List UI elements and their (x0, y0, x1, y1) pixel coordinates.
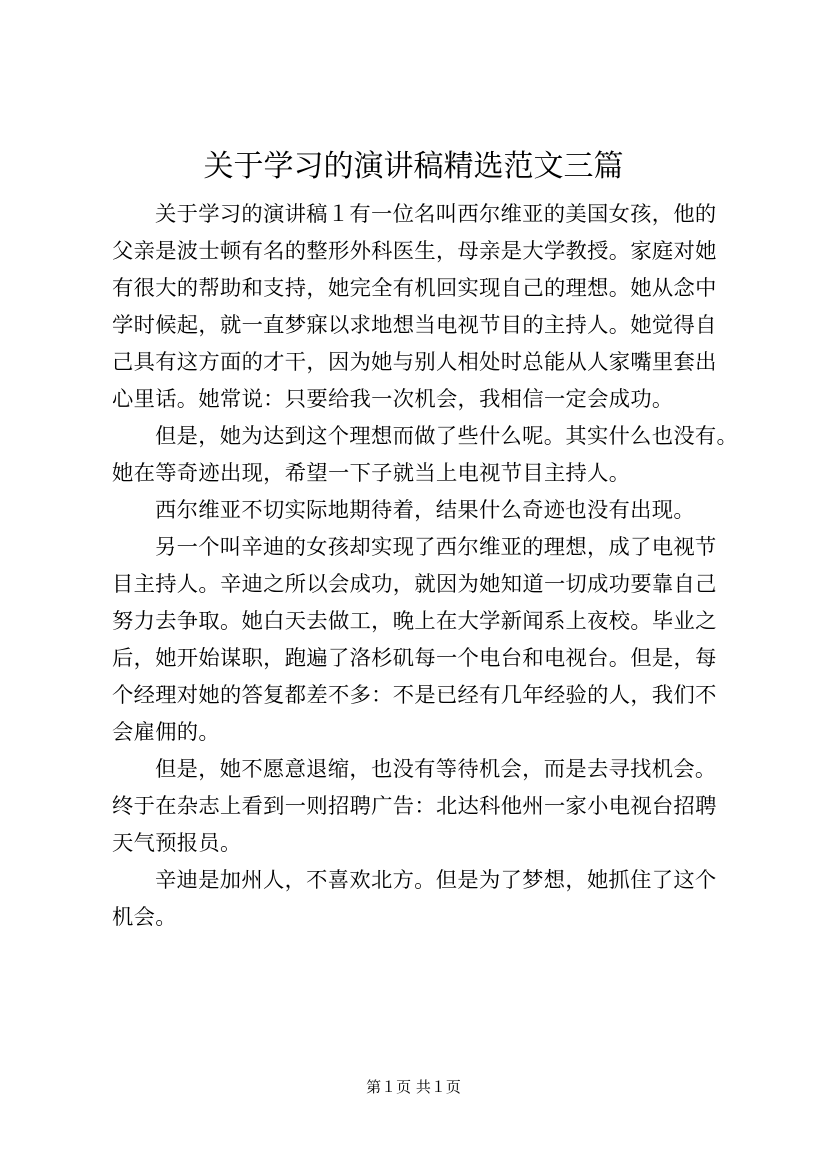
paragraph-line: 学时候起，就一直梦寐以求地想当电视节目的主持人。她觉得自 (112, 313, 717, 338)
paragraph (112, 492, 724, 529)
paragraph-line: 辛迪是加州人，不喜欢北方。但是为了梦想，她抓住了这个 (155, 868, 717, 893)
paragraph-line: 个经理对她的答复都差不多：不是已经有几年经验的人，我们不 (112, 683, 717, 708)
paragraph-line: 她在等奇迹出现，希望一下子就当上电视节目主持人。 (112, 461, 631, 486)
document-title: 关于学习的演讲稿精选范文三篇 (203, 149, 624, 184)
paragraph-line: 但是，她不愿意退缩，也没有等待机会，而是去寻找机会。 (155, 757, 717, 782)
paragraph (112, 418, 739, 492)
document-body (112, 196, 739, 936)
paragraph-line: 终于在杂志上看到一则招聘广告：北达科他州一家小电视台招聘 (112, 794, 717, 819)
paragraph-line: 父亲是波士顿有名的整形外科医生，母亲是大学教授。家庭对她 (112, 239, 717, 264)
paragraph (112, 529, 724, 751)
paragraph-line: 关于学习的演讲稿１有一位名叫西尔维亚的美国女孩，他的 (155, 202, 717, 227)
paragraph (112, 751, 724, 862)
paragraph-line: 己具有这方面的才干，因为她与别人相处时总能从人家嘴里套出 (112, 350, 717, 375)
paragraph-line: 后，她开始谋职，跑遍了洛杉矶每一个电台和电视台。但是，每 (112, 646, 717, 671)
paragraph-line: 有很大的帮助和支持，她完全有机回实现自己的理想。她从念中 (112, 276, 717, 301)
paragraph (112, 196, 724, 418)
paragraph-line: 目主持人。辛迪之所以会成功，就因为她知道一切成功要靠自己 (112, 572, 717, 597)
paragraph-line: 西尔维亚不切实际地期待着，结果什么奇迹也没有出现。 (155, 498, 695, 523)
paragraph-line: 机会。 (112, 905, 177, 930)
paragraph-line: 会雇佣的。 (112, 720, 220, 745)
paragraph-line: 天气预报员。 (112, 831, 242, 856)
paragraph-line: 心里话。她常说：只要给我一次机会，我相信一定会成功。 (112, 387, 674, 412)
paragraph (112, 862, 724, 936)
paragraph-line: 努力去争取。她白天去做工，晚上在大学新闻系上夜校。毕业之 (112, 609, 717, 634)
paragraph-line: 但是，她为达到这个理想而做了些什么呢。其实什么也没有。 (155, 424, 739, 449)
page-footer: 第１页 共１页 (366, 1078, 461, 1096)
paragraph-line: 另一个叫辛迪的女孩却实现了西尔维亚的理想，成了电视节 (155, 535, 717, 560)
